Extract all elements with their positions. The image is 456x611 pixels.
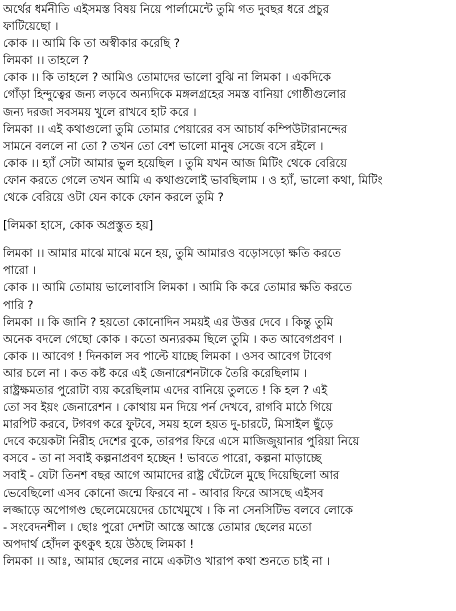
dialogue-line: লিমকা ।। তাহলে ? xyxy=(3,53,89,68)
dialogue-line: আর চলে না । কত কষ্ট করে এই জেনারেশনটাকে তৈরি করেছিলাম । xyxy=(3,365,308,380)
dialogue-line: কোক ।। আমি কি তা অস্বীকার করেছি ? xyxy=(3,36,180,51)
dialogue-line: জন্য দরজা সবসময় খুলে রাখবে হাট করে । xyxy=(3,104,197,119)
dialogue-line: সবাই - যেটা তিনশ বছর আগে আমাদের রাষ্ট্র ঘেঁটেলে মুছে দিয়েছিলো আর xyxy=(3,468,340,483)
dialogue-line: লিমকা ।। আমার মাঝে মাঝে মনে হয়, তুমি আমারও বড়োসড়ো ক্ষতি করতে xyxy=(3,246,341,261)
dialogue-line: অর্থের ধর্মনীতি এইসমস্ত বিষয় নিয়ে পার্লামেন্টে তুমি গত দুবছর ধরে প্রচুর xyxy=(3,2,329,16)
dialogue-line: বসবে - তা না সবাই কল্পনাপ্রবণ হচ্ছেন ! ভাবতে পারো, কল্পনা মাড়াচ্ছে xyxy=(3,451,322,466)
dialogue-line: মারপিট করবে, টগবগ করে ফুটবে, সময় হলে হয়ত দু-চারটে, মিসাইল ছুঁড়ে xyxy=(3,417,333,432)
dialogue-line: অপদার্থ হোঁদল কুৎকুৎ হয়ে উঠছে লিমকা ! xyxy=(3,536,194,551)
paragraph-gap xyxy=(3,206,455,217)
dialogue-line: অনেক বদলে গেছো কোক । কতো অন্যরকম ছিলে তুমি । কত আবেগপ্রবণ । xyxy=(3,331,342,346)
dialogue-line: কোক ।। আবেগ ! দিনকাল সব পাল্টে যাচ্ছে লিমকা । ওসব আবেগ টাবেগ xyxy=(3,348,332,363)
dialogue-line: কোক ।। কি তাহলে ? আমিও তোমাদের ভালো বুঝি না লিমকা । একদিকে xyxy=(3,70,331,85)
paragraph-gap xyxy=(3,234,455,245)
dialogue-line: কোক ।। আমি তোমায় ভালোবাসি লিমকা । আমি কি করে তোমার ক্ষতি করতে xyxy=(3,280,352,295)
dialogue-line: তো সব ইয়ং জেনারেশন । কোথায় মন দিয়ে পর্ন দেখবে, রাগবি মাঠে গিয়ে xyxy=(3,400,333,415)
dialogue-line: ভেবেছিলো এসব কোনো জন্মে ফিরবে না - আবার ফিরে আসছে এইসব xyxy=(3,485,324,500)
dialogue-line: লজ্জাড়ে অপোগণ্ড ছেলেমেয়েদের চোখেমুখে । কি না সেনসিটিভ বলবে লোকে xyxy=(3,502,353,517)
dialogue-line: থেকে বেরিয়ে ওটা যেন কাকে ফোন করলে তুমি ? xyxy=(3,190,224,205)
dialogue-line: - সংবেদনশীল । ছোঃ পুরো দেশটা আস্তে আস্তে তোমার ছেলের মতো xyxy=(3,519,312,534)
dialogue-line: ফাটিয়েছো । xyxy=(3,19,59,34)
dialogue-line: দেবে কয়েকটা নিরীহ দেশের বুকে, তারপর ফিরে এসে মাজিজুয়ানার পুরিয়া নিয়ে xyxy=(3,434,360,449)
dialogue-line: লিমকা ।। এই কথাগুলো তুমি তোমার পেয়ারের বস আচার্য কম্পিউটারানন্দের xyxy=(3,121,347,136)
script-page xyxy=(3,1,455,570)
dialogue-line: গোঁড়া হিন্দুত্বের জন্য লড়বে অন্যদিকে মঙ্গলগ্রহের সমস্ত বানিয়া গোষ্ঠীগুলোর xyxy=(3,87,347,102)
dialogue-line: ফোন করতে গেলে তখন আমি এ কথাগুলোই ভাবছিলাম । ও হ্যাঁ, ভালো কথা, মিটিং xyxy=(3,172,383,187)
dialogue-line: রাষ্ট্রক্ষমতার পুরোটা ব্যয় করেছিলাম এদের বানিয়ে তুলতে ! কি হল ? এই xyxy=(3,382,328,397)
stage-direction: [লিমকা হাসে, কোক অপ্রস্তুত হয়] xyxy=(3,218,154,233)
dialogue-line: পারি ? xyxy=(3,297,34,312)
dialogue-line: পারো । xyxy=(3,263,37,278)
dialogue-line: লিমকা ।। কি জানি ? হয়তো কোনোদিন সময়ই এর উত্তর দেবে । কিন্তু তুমি xyxy=(3,314,333,329)
dialogue-line: সামনে বললে না তো ? তখন তো বেশ ভালো মানুষ সেজে বসে রইলে । xyxy=(3,138,324,153)
dialogue-line: লিমকা ।। আঃ, আমার ছেলের নামে একটাও খারাপ কথা শুনতে চাই না । xyxy=(3,553,331,568)
dialogue-line: কোক ।। হ্যাঁ সেটা আমার ভুল হয়েছিল । তুমি যখন আজ মিটিং থেকে বেরিয়ে xyxy=(3,155,347,170)
